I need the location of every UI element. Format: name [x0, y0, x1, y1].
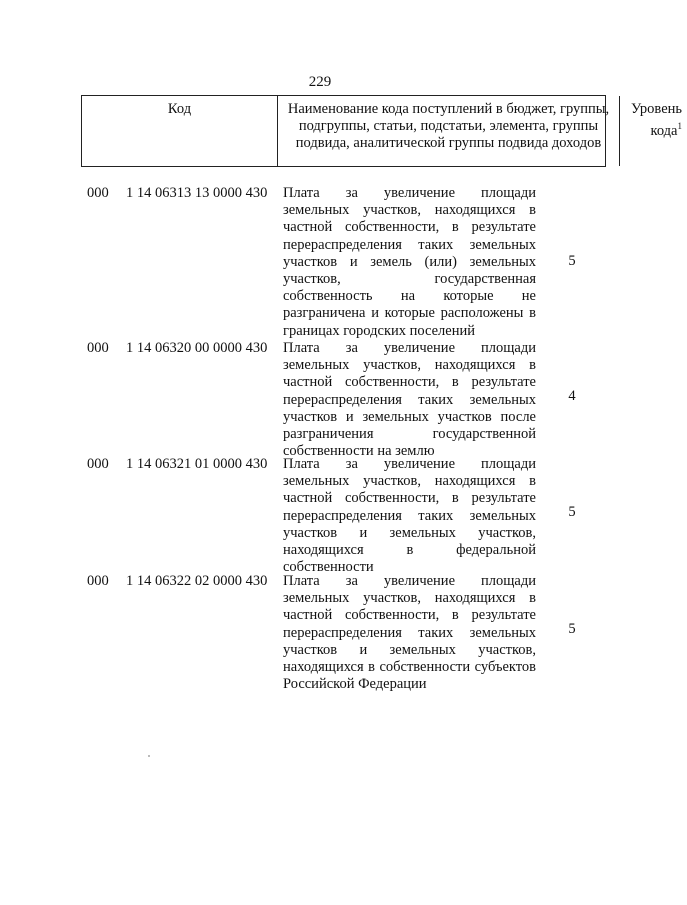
table-header	[81, 95, 682, 167]
row-level: 5	[568, 621, 576, 637]
scan-speck	[148, 755, 150, 757]
header-level-footnote: 1	[677, 121, 682, 131]
row-admin-code: 000	[87, 456, 109, 472]
page-number: 229	[308, 74, 332, 90]
row-name: Плата за увеличение площади земельных участков, находящихся в частной собственности, в результате перераспределения таких земельных участков и земельных участков, находящихся в федеральной собственности	[283, 456, 536, 576]
row-name: Плата за увеличение площади земельных участков, находящихся в частной собственности, в результате перераспределения таких земельных участков и земельных участков, находящихся в собственности субъектов Российской Федерации	[283, 573, 536, 693]
row-revenue-code: 1 14 06313 13 0000 430	[126, 185, 268, 201]
header-code: Код	[167, 101, 192, 117]
row-level: 5	[568, 504, 576, 520]
row-admin-code: 000	[87, 340, 109, 356]
row-revenue-code: 1 14 06320 00 0000 430	[126, 340, 268, 356]
row-revenue-code: 1 14 06321 01 0000 430	[126, 456, 268, 472]
row-name: Плата за увеличение площади земельных участков, находящихся в частной собственности, в результате перераспределения таких земельных участков и земель (или) земельных участков, государственная собственность на которые не разграничена и которые расположены в границах городских поселений	[283, 185, 536, 339]
row-level: 5	[568, 253, 576, 269]
row-level: 4	[568, 388, 576, 404]
header-level-label: Уровень кода	[630, 101, 682, 139]
row-admin-code: 000	[87, 185, 109, 201]
header-level	[620, 96, 687, 166]
row-name: Плата за увеличение площади земельных участков, находящихся в частной собственности, в результате перераспределения таких земельных участков и земельных участков после разграничения государственной собственности на землю	[283, 340, 536, 460]
row-revenue-code: 1 14 06322 02 0000 430	[126, 573, 268, 589]
row-admin-code: 000	[87, 573, 109, 589]
header-name: Наименование кода поступлений в бюджет, группы, подгруппы, статьи, подстатьи, элемента, группы подвида, аналитической группы подвида доходов	[277, 96, 620, 166]
